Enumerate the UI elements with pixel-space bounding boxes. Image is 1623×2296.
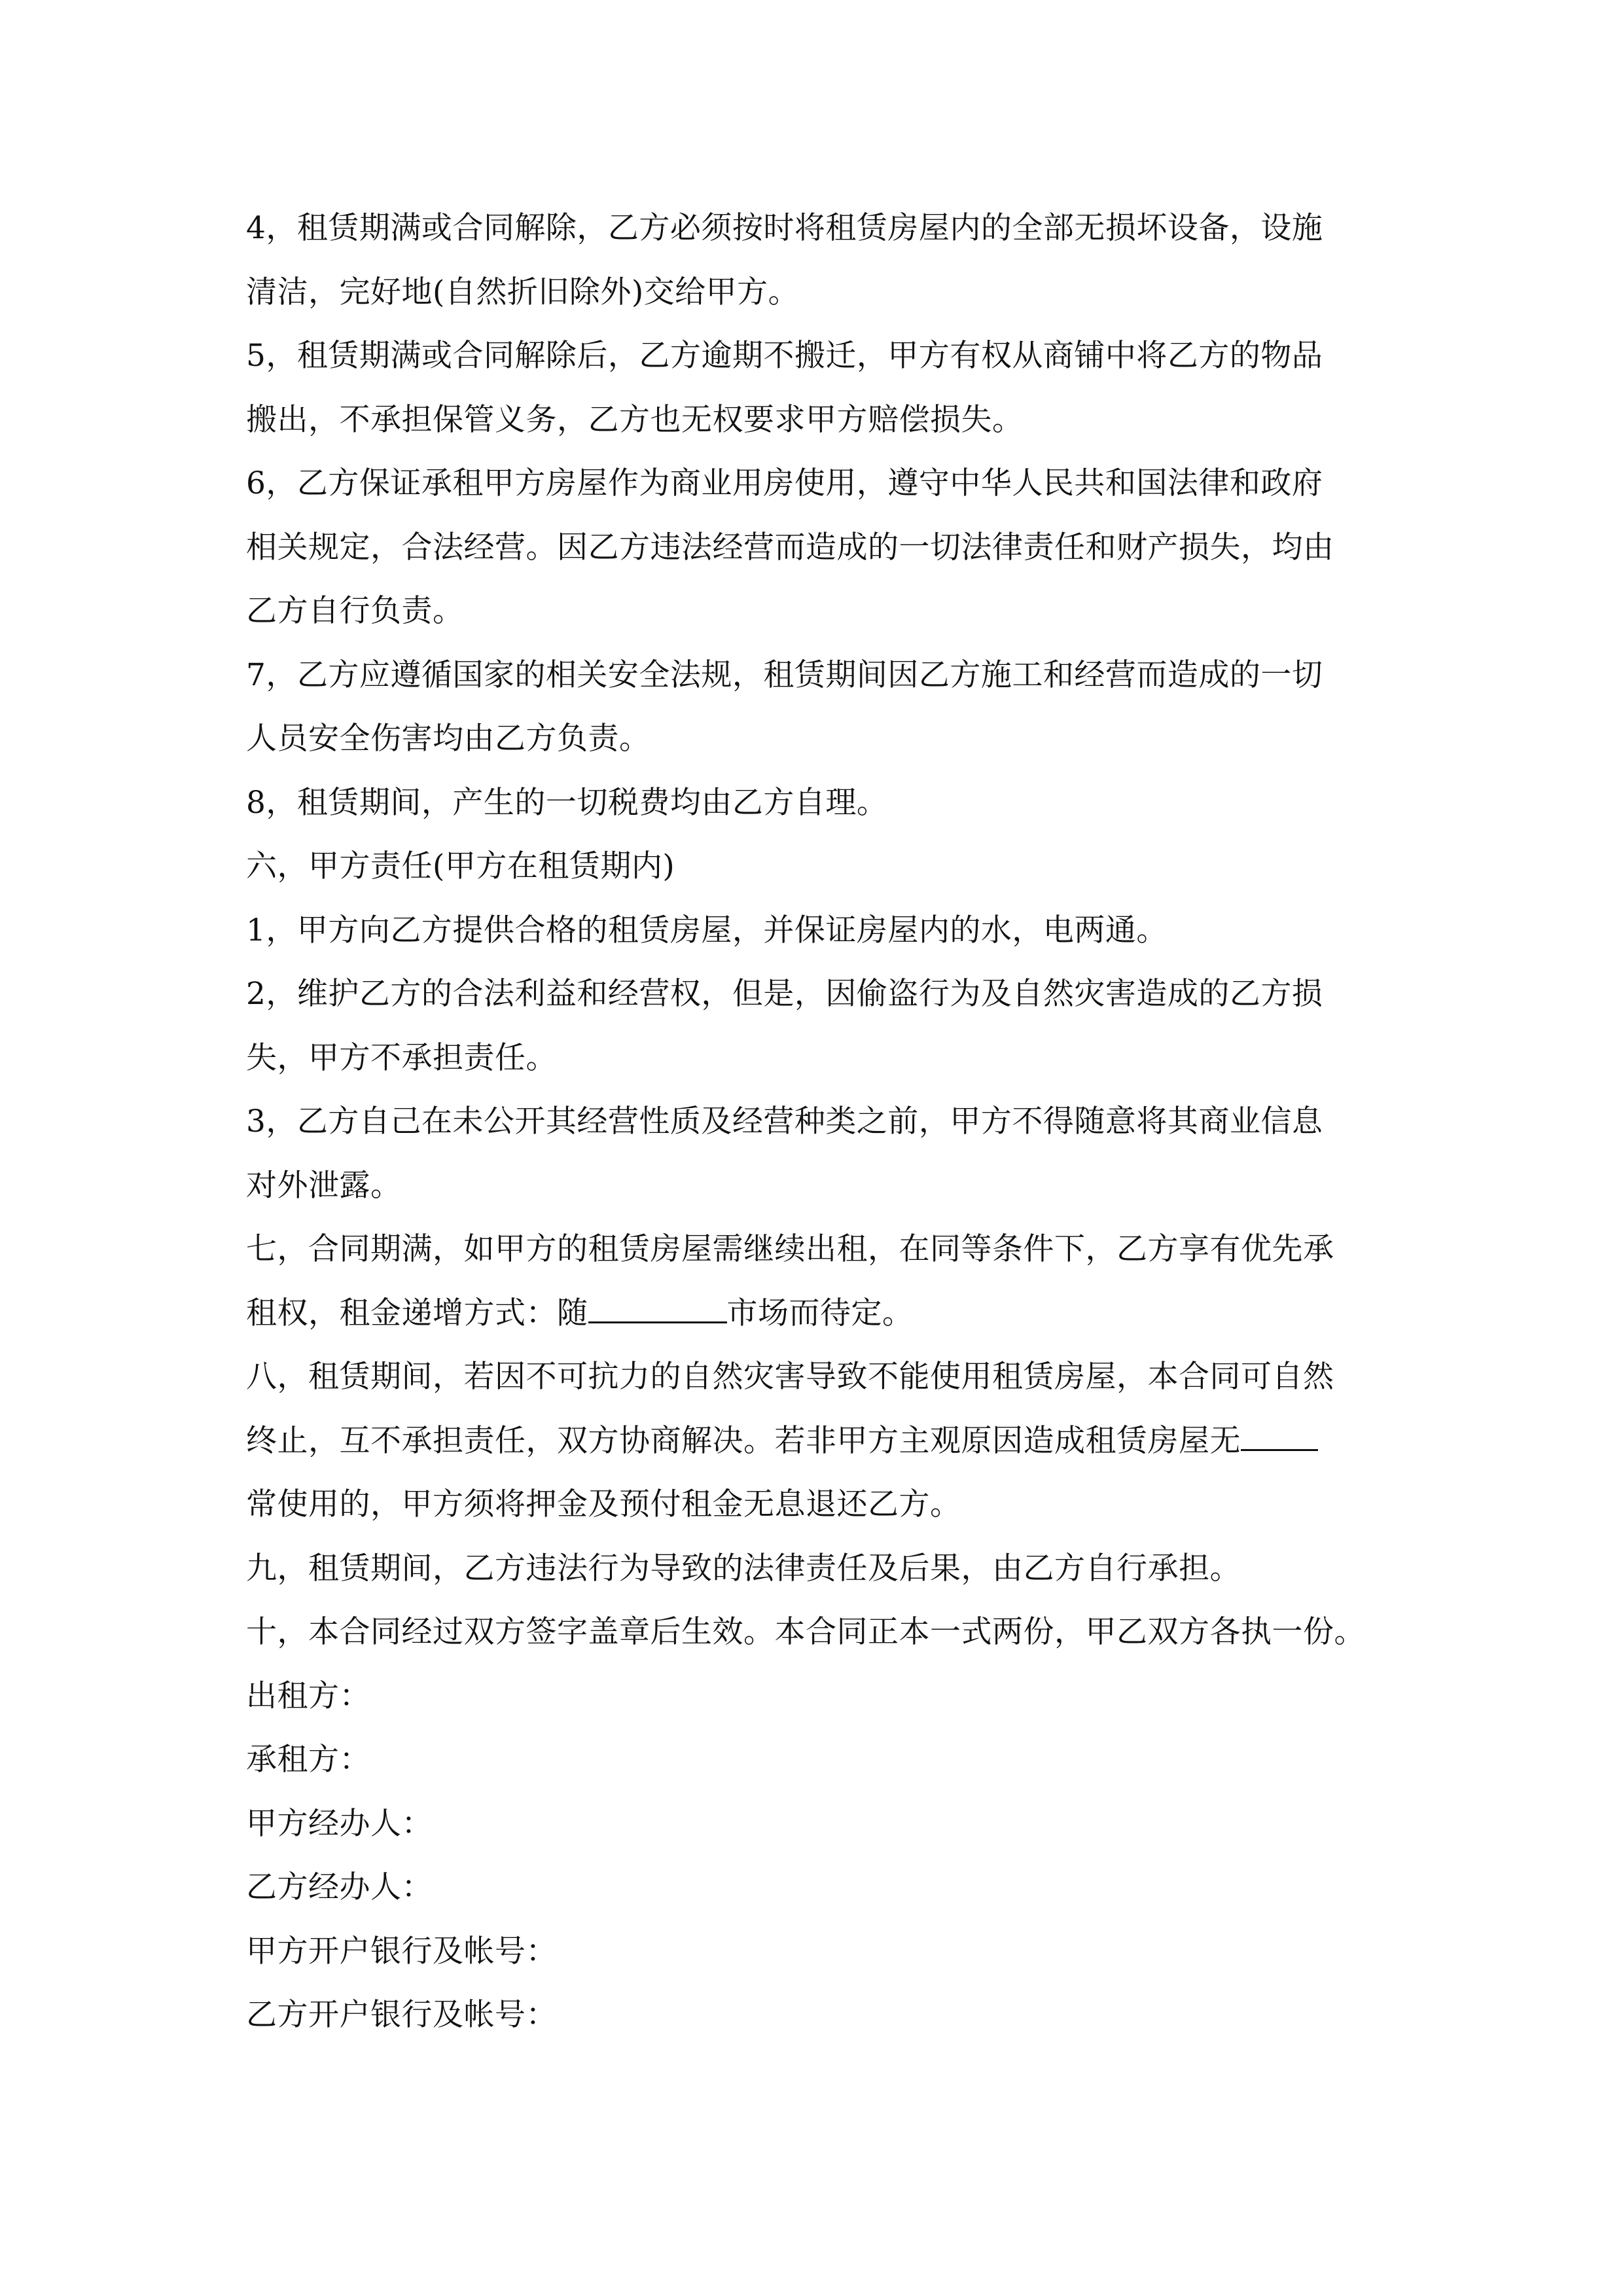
text-line-with-blank xyxy=(246,1282,1385,1346)
text-line: 十，本合同经过双方签字盖章后生效。本合同正本一式两份，甲乙双方各执一份。 xyxy=(246,1614,1365,1650)
text-line: 人员安全伤害均由乙方负责。 xyxy=(246,721,651,757)
signature-label-lessee: 承租方： xyxy=(246,1742,370,1778)
text-line: 搬出，不承担保管义务，乙方也无权要求甲方赔偿损失。 xyxy=(246,401,1024,438)
signature-label-party-b-agent: 乙方经办人： xyxy=(246,1869,433,1905)
text-line: 1，甲方向乙方提供合格的租赁房屋，并保证房屋内的水，电两通。 xyxy=(246,912,1168,948)
text-line: 对外泄露。 xyxy=(246,1167,402,1204)
bank-account-label-party-b: 乙方开户银行及帐号： xyxy=(246,1997,557,2033)
fill-in-blank xyxy=(1241,1423,1318,1451)
signature-label-party-a-agent: 甲方经办人： xyxy=(246,1805,433,1842)
bank-account-label-party-a: 甲方开户银行及帐号： xyxy=(246,1933,557,1969)
text-line: 失，甲方不承担责任。 xyxy=(246,1039,557,1076)
text-segment: 市场而待定。 xyxy=(726,1295,914,1331)
text-line-with-blank xyxy=(246,1409,1385,1473)
text-line: 4，租赁期满或合同解除，乙方必须按时将租赁房屋内的全部无损坏设备，设施 xyxy=(246,210,1323,246)
contract-body xyxy=(246,196,1385,2047)
text-line: 7，乙方应遵循国家的相关安全法规，租赁期间因乙方施工和经营而造成的一切 xyxy=(246,656,1323,693)
signature-label-lessor: 出租方： xyxy=(246,1677,370,1714)
section-heading: 六，甲方责任(甲方在租赁期内) xyxy=(246,848,675,884)
text-line: 乙方自行负责。 xyxy=(246,593,464,629)
text-line: 3，乙方自己在未公开其经营性质及经营种类之前，甲方不得随意将其商业信息 xyxy=(246,1103,1323,1139)
text-line: 8，租赁期间，产生的一切税费均由乙方自理。 xyxy=(246,784,888,821)
text-line: 相关规定，合法经营。因乙方违法经营而造成的一切法律责任和财产损失，均由 xyxy=(246,529,1334,565)
text-line: 清洁，完好地(自然折旧除外)交给甲方。 xyxy=(246,274,800,310)
text-segment: 租权，租金递增方式：随 xyxy=(246,1295,588,1331)
text-line: 2，维护乙方的合法利益和经营权，但是，因偷盗行为及自然灾害造成的乙方损 xyxy=(246,976,1323,1012)
text-line: 九，租赁期间，乙方违法行为导致的法律责任及后果，由乙方自行承担。 xyxy=(246,1550,1241,1587)
text-line: 5，租赁期满或合同解除后，乙方逾期不搬迁，甲方有权从商铺中将乙方的物品 xyxy=(246,338,1323,374)
fill-in-blank xyxy=(588,1295,727,1323)
text-line: 七，合同期满，如甲方的租赁房屋需继续出租，在同等条件下，乙方享有优先承 xyxy=(246,1231,1334,1267)
text-segment: 终止，互不承担责任，双方协商解决。若非甲方主观原因造成租赁房屋无 xyxy=(246,1422,1241,1459)
text-line: 八，租赁期间，若因不可抗力的自然灾害导致不能使用租赁房屋，本合同可自然 xyxy=(246,1359,1334,1395)
text-line: 6，乙方保证承租甲方房屋作为商业用房使用，遵守中华人民共和国法律和政府 xyxy=(246,465,1323,501)
text-line: 常使用的，甲方须将押金及预付租金无息退还乙方。 xyxy=(246,1486,961,1522)
